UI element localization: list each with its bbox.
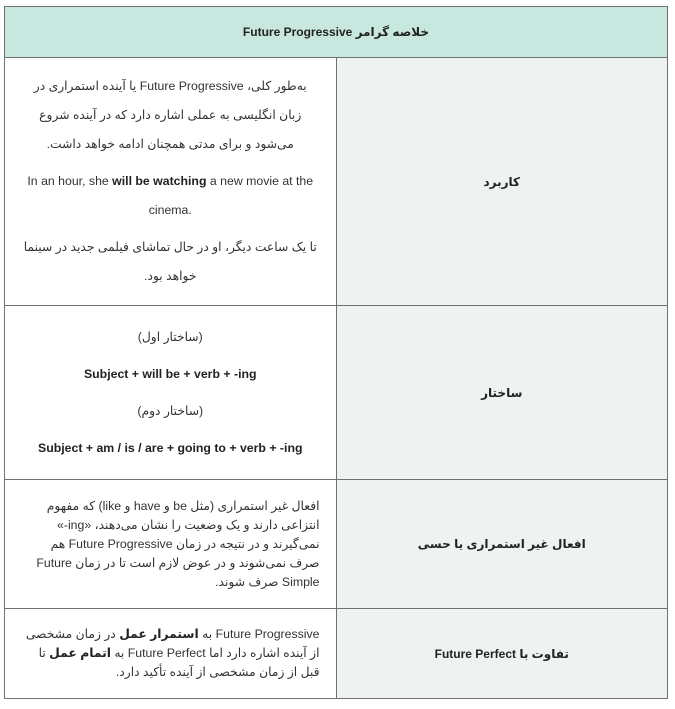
difference-text-part3: تا قبل از زمان مشخصی از آینده تأکید دارد. — [38, 646, 320, 679]
row-label-usage: کاربرد — [336, 58, 668, 306]
table-row-usage — [5, 58, 668, 306]
table-row-structure — [5, 306, 668, 480]
usage-definition: به‌طور کلی، Future Progressive یا آینده استمراری در زبان انگلیسی به عملی اشاره دارد که در آینده شروع می‌شود و برای مدتی همچنان ادامه خواهد داشت. — [33, 79, 307, 151]
usage-example-bold: will be watching — [112, 174, 207, 188]
structure2-formula: Subject + am / is / are + going to + verb + -ing — [38, 441, 303, 455]
table-title: خلاصه گرامر Future Progressive — [5, 7, 668, 58]
structure1-formula: Subject + will be + verb + -ing — [83, 367, 257, 381]
usage-example — [21, 167, 320, 225]
grammar-summary-table — [4, 6, 668, 699]
structure2-caption: (ساختار دوم) — [137, 404, 204, 418]
stative-verbs-text: افعال غیر استمراری (مثل be و have و like) که مفهوم انتزاعی دارند و یک وضعیت را نشان می‌دهند، «ing-» نمی‌گیرند و در نتیجه در زمان Future Progressive هم صرف نمی‌شوند و در عوض لازم است تا در زمان Future Simple صرف شوند. — [36, 498, 320, 589]
row-label-difference: تفاوت با Future Perfect — [336, 609, 668, 699]
difference-text — [21, 625, 320, 682]
usage-example-post: a new movie at the cinema. — [148, 174, 314, 217]
row-content-stative-verbs — [5, 480, 337, 609]
table-row-stative-verbs — [5, 480, 668, 609]
table-header-row — [5, 7, 668, 58]
row-content-structure — [5, 306, 337, 480]
usage-example-pre: In an hour, she — [27, 174, 113, 188]
row-content-difference — [5, 609, 337, 699]
row-label-stative-verbs: افعال غیر استمراری یا حسی — [336, 480, 668, 609]
row-label-structure: ساختار — [336, 306, 668, 480]
difference-text-part2: در زمان مشخصی از آینده اشاره دارد اما Future Perfect به — [25, 627, 320, 660]
difference-text-part1: Future Progressive به — [198, 627, 320, 641]
table-row-difference — [5, 609, 668, 699]
usage-example-translation: تا یک ساعت دیگر، او در حال تماشای فیلمی جدید در سینما خواهد بود. — [23, 240, 317, 283]
structure1-caption: (ساختار اول) — [137, 330, 203, 344]
row-content-usage — [5, 58, 337, 306]
difference-bold-completion: اتمام عمل — [49, 646, 111, 660]
difference-bold-continuity: استمرار عمل — [119, 627, 199, 641]
